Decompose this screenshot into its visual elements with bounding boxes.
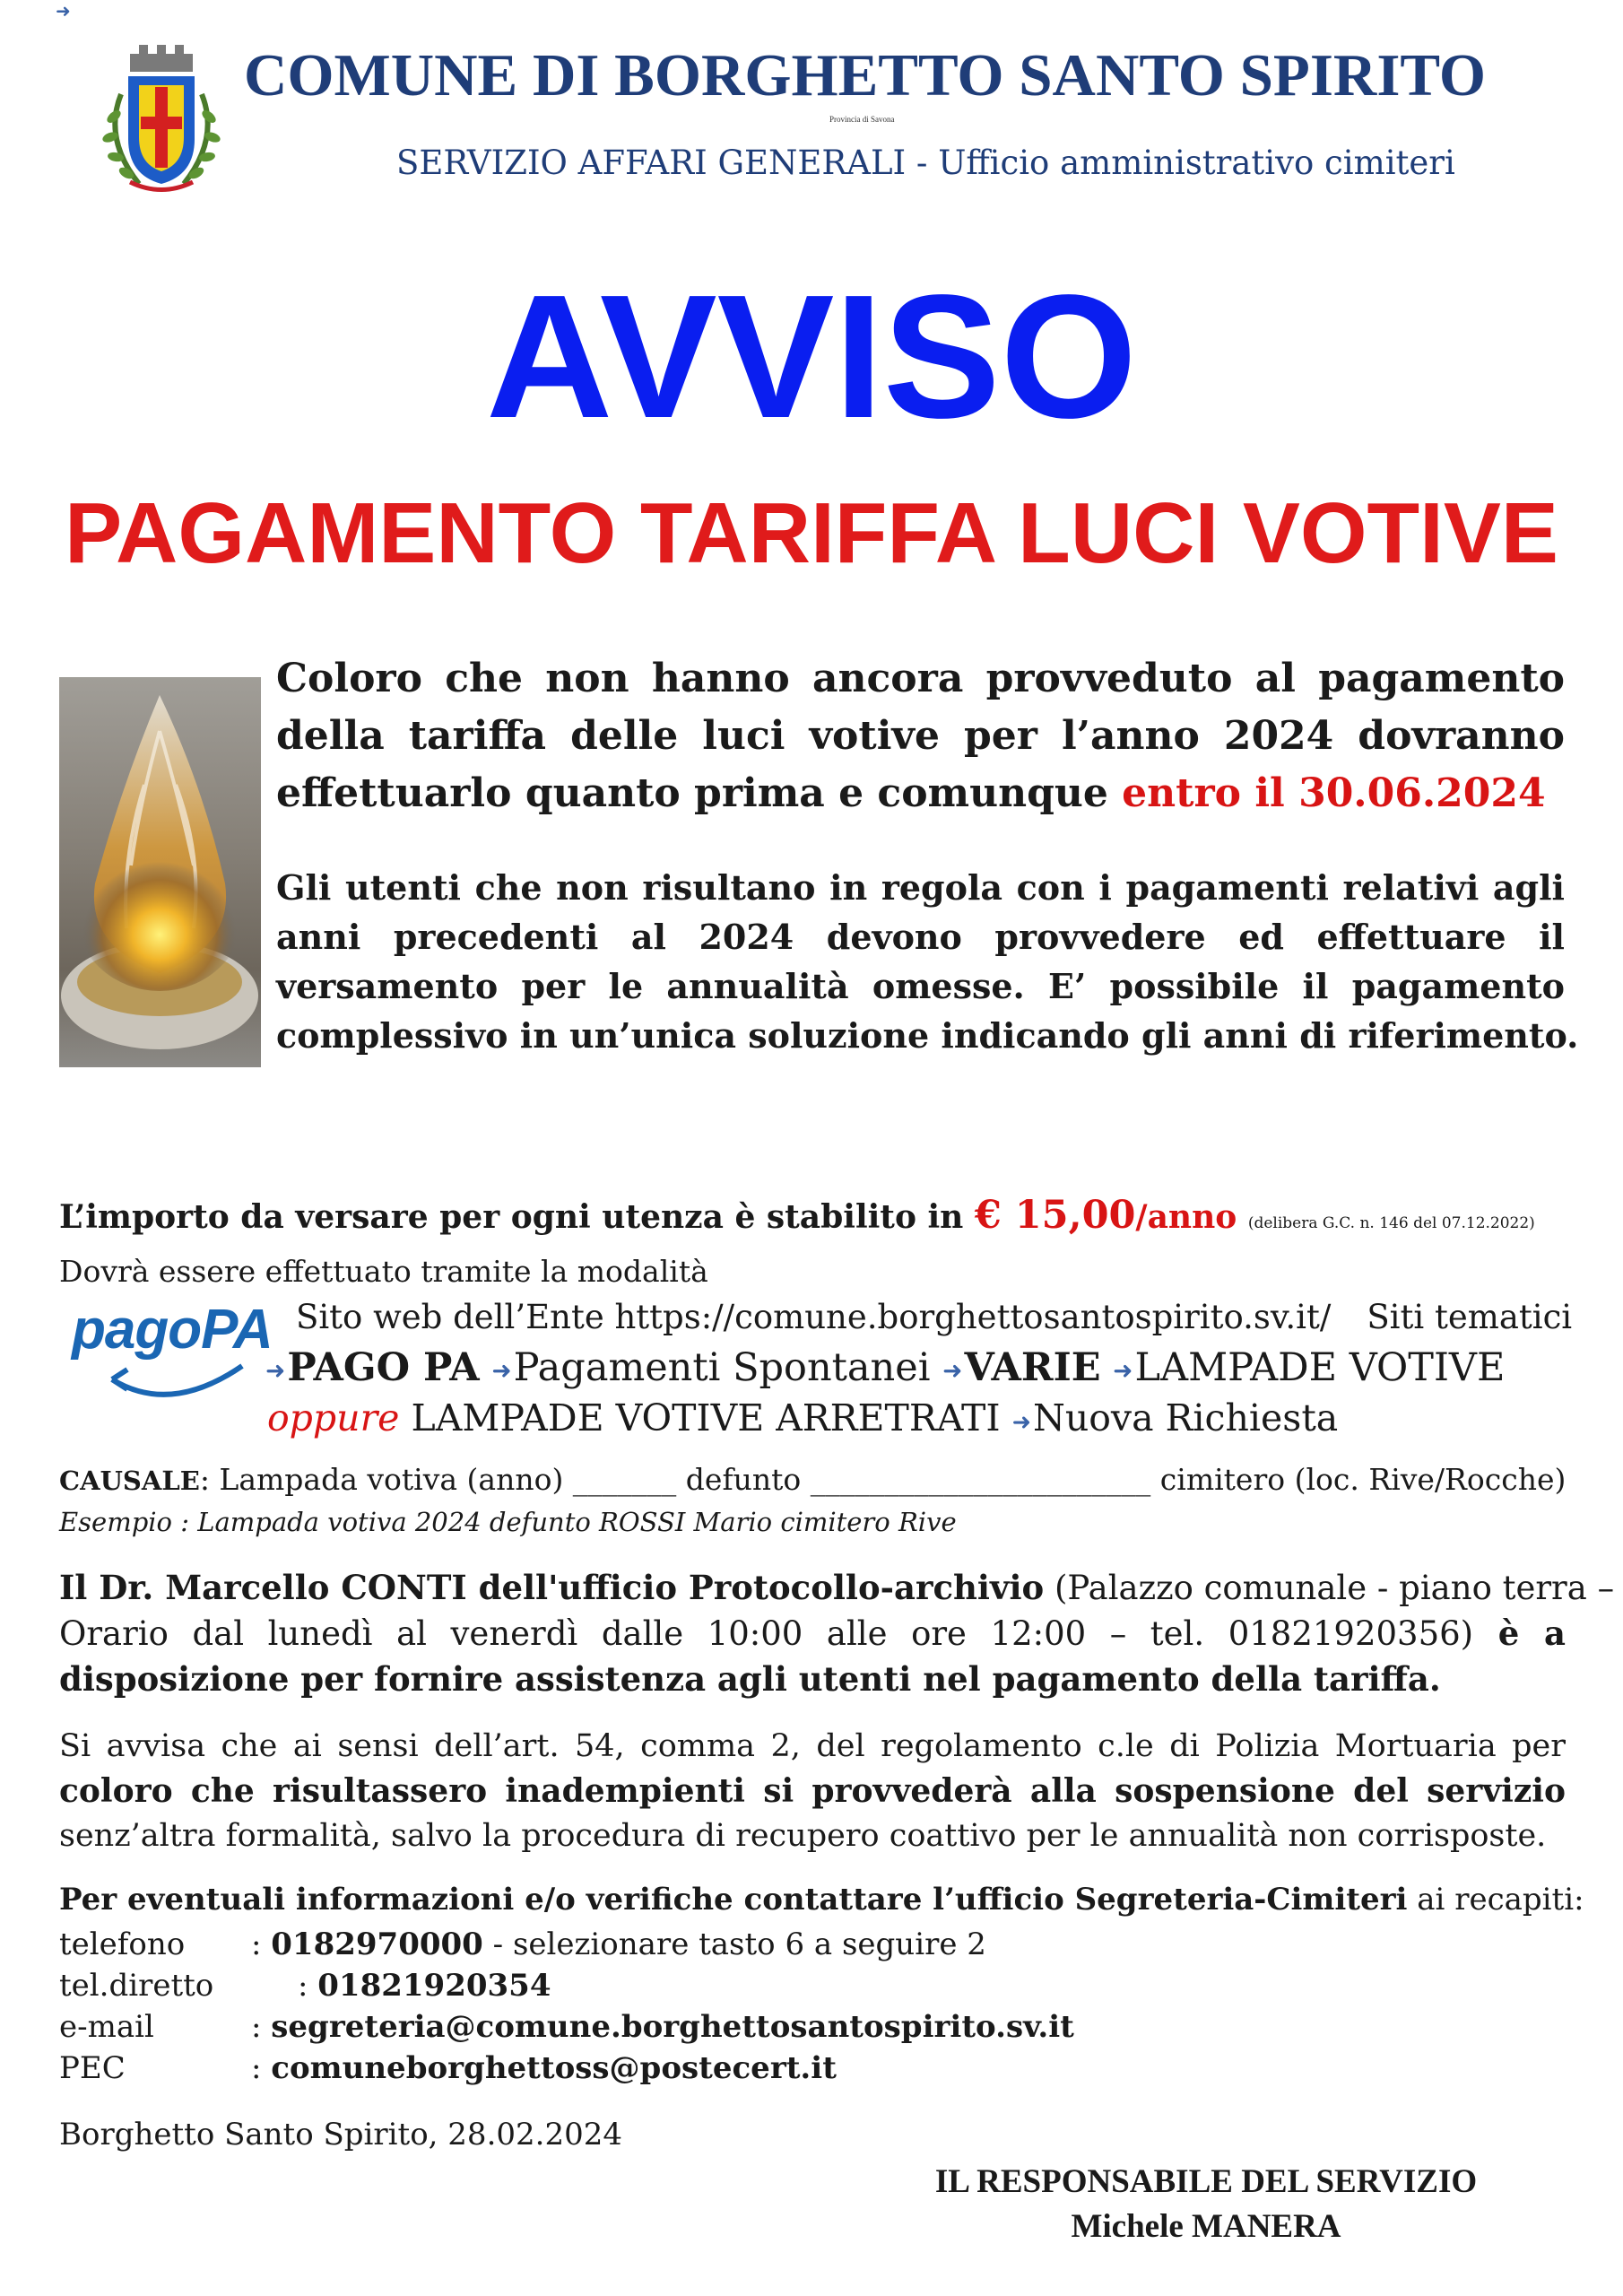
example-line [59,1507,957,1537]
assistance-location: (Palazzo comunale - piano terra – [1044,1569,1615,1607]
signature-block [924,2160,1488,2249]
path-nuova-richiesta: Nuova Richiesta [1032,1396,1339,1439]
assistance-availability: è a [1473,1613,1567,1653]
amount-reference: (delibera G.C. n. 146 del 07.12.2022) [1247,1214,1535,1232]
contact-label: e-mail [59,2009,154,2045]
contact-label: telefono [59,1926,186,1962]
arrow-icon: ➜ [942,1356,963,1385]
notice-line: Si avvisa che ai sensi dell’art. 54, comma 2, del regolamento c.le di Polizia Mortuaria per [59,1728,1566,1764]
avviso-title: AVVISO [485,258,1138,455]
corner-arrow-icon: ➜ [56,0,71,22]
path-spontanei: Pagamenti Spontanei [513,1345,931,1390]
assistance-line [59,1565,1615,1611]
notice-paragraph [59,1724,1566,1858]
contact-direct-phone[interactable]: 01821920354 [317,1968,551,2004]
contact-pec[interactable]: comuneborghettoss@postecert.it [271,2050,837,2086]
deadline-text: entro il 30.06.2024 [1122,770,1546,816]
contact-row-pec [59,2048,1074,2089]
assistance-paragraph [59,1565,1615,1702]
arrow-icon: ➜ [1113,1356,1133,1385]
causale-label: CAUSALE [59,1465,200,1496]
example-label: Esempio [59,1507,173,1537]
contacts-table [59,1924,1074,2089]
province-label: Provincia di Savona [829,115,895,124]
causale-text: : Lampada votiva (anno) _______ defunto _______________________ cimitero (loc. Rive/Rocche) [199,1462,1567,1497]
assistance-contact: Il Dr. Marcello CONTI dell'ufficio Protocollo-archivio [59,1568,1045,1607]
path-pagopa: PAGO PA [287,1345,480,1390]
contact-sep: : [298,1968,318,2004]
payment-subtitle: PAGAMENTO TARIFFA LUCI VOTIVE [65,485,1558,581]
contact-phone[interactable]: 0182970000 [271,1926,483,1962]
municipal-crest-icon [94,40,229,197]
contacts-intro-bold: Per eventuali informazioni e/o verifiche contattare l’ufficio Segreteria-Cimiteri [59,1882,1408,1918]
arrow-icon: ➜ [265,1356,286,1385]
contact-sep: : [251,1926,272,1962]
contact-note: - selezionare tasto 6 a seguire 2 [482,1926,986,1962]
assistance-line: disposizione per fornire assistenza agli utenti nel pagamento della tariffa. [59,1659,1441,1699]
contact-sep: : [251,2050,272,2086]
oppure-text: oppure [267,1396,400,1439]
intro-line-text: effettuarlo quanto prima e comunque [276,770,1123,816]
notice-line: coloro che risultassero inadempienti si provvederà alla sospensione del servizio [59,1772,1566,1810]
amount-value: € 15,00 [974,1193,1136,1238]
payment-path-alt-line [267,1396,1338,1439]
amount-prefix: L’importo da versare per ogni utenza è stabilito in [59,1198,975,1236]
contact-row-telefono [59,1924,1074,1965]
path-lampade: LAMPADE VOTIVE [1134,1345,1506,1390]
contact-email[interactable]: segreteria@comune.borghettosantospirito.sv.it [271,2009,1074,2045]
signature-role: IL RESPONSABILE DEL SERVIZIO [934,2163,1478,2200]
payment-path-line [265,1345,1505,1390]
intro-line [276,765,1565,822]
arrears-line: versamento per le annualità omesse. E’ possibile il pagamento [276,966,1565,1006]
date-line: Borghetto Santo Spirito, 28.02.2024 [59,2117,622,2152]
contact-row-teldiretto [59,1965,1074,2006]
amount-line [59,1193,1535,1238]
signature-name: Michele MANERA [1071,2208,1341,2245]
path-arretrati: LAMPADE VOTIVE ARRETRATI [411,1396,1001,1439]
intro-line: della tariffa delle luci votive per l’anno 2024 dovranno [276,713,1565,759]
arrears-line: Gli utenti che non risultano in regola con i pagamenti relativi agli [276,867,1565,908]
amount-per: /anno [1135,1198,1237,1236]
intro-paragraph [276,650,1565,822]
arrow-icon: ➜ [491,1356,512,1385]
arrears-paragraph [276,863,1579,1060]
causale-line [59,1462,1566,1497]
contacts-intro [59,1882,1584,1918]
municipality-title: COMUNE DI BORGHETTO SANTO SPIRITO [244,42,1486,109]
service-subtitle: SERVIZIO AFFARI GENERALI - Ufficio amministrativo cimiteri [396,144,1455,182]
pagopa-logo [72,1299,273,1406]
contact-label: PEC [59,2050,126,2086]
assistance-hours: Orario dal lunedì al venerdì dalle 10:00 alle ore 12:00 – tel. 01821920356) [59,1614,1474,1653]
contact-sep: : [251,2009,272,2045]
example-text: : Lampada votiva 2024 defunto ROSSI Mario cimitero Rive [172,1507,957,1537]
intro-line: Coloro che non hanno ancora provveduto al pagamento [276,656,1565,701]
arrears-line: anni precedenti al 2024 devono provvedere ed effettuare il [276,917,1565,957]
contact-label: tel.diretto [59,1968,214,2004]
notice-line: senz’altra formalità, salvo la procedura di recupero coattivo per le annualità non corrisposte. [59,1818,1547,1854]
pagopa-swoosh-icon [108,1348,260,1402]
path-varie: VARIE [964,1345,1101,1390]
contact-row-email [59,2006,1074,2048]
arrow-icon: ➜ [1011,1407,1031,1435]
payment-mode-text: Dovrà essere effettuato tramite la modalità [59,1254,708,1289]
arrears-line: complessivo in un’unica soluzione indicando gli anni di riferimento. [276,1015,1579,1056]
pagopa-logo-text: pagoPA [72,1299,273,1361]
votive-lamp-image [59,677,261,1067]
site-web-text [296,1298,1572,1336]
assistance-line [59,1611,1566,1657]
contacts-intro-rest: ai recapiti: [1407,1882,1584,1918]
themed-sites-text: Siti tematici [1367,1298,1573,1336]
site-url-text: Sito web dell’Ente https://comune.borghettosantospirito.sv.it/ [296,1298,1332,1336]
